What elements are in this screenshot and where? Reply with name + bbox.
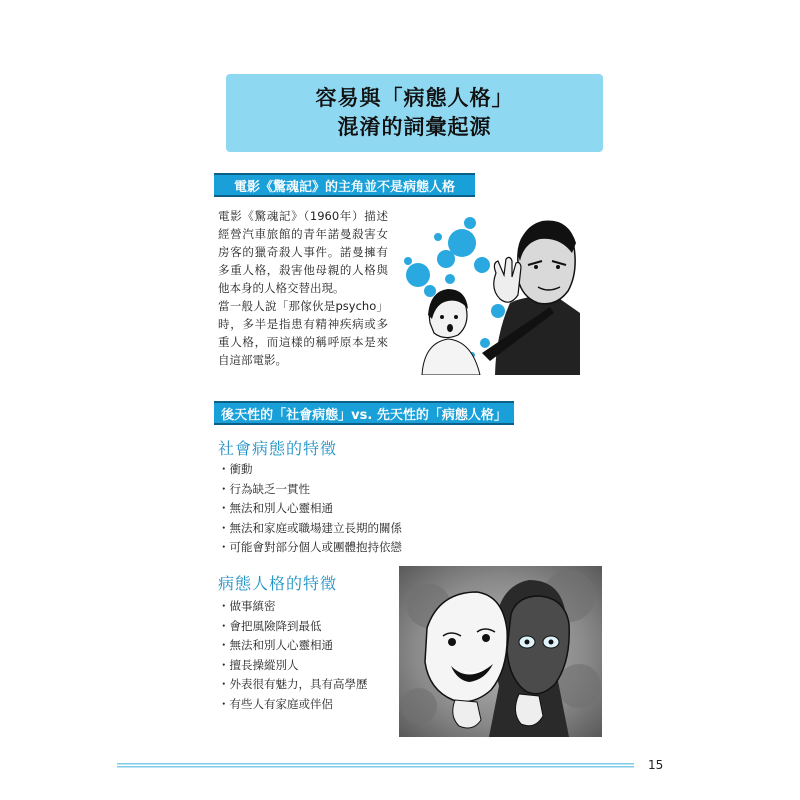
list-item: ・ 做事縝密 xyxy=(218,597,368,617)
section2-heading: 後天性的「社會病態」vs. 先天性的「病態人格」 xyxy=(214,401,514,425)
title-line-2: 混淆的詞彙起源 xyxy=(337,115,492,139)
list-item: ・ 衝動 xyxy=(218,460,402,480)
list-item: ・ 行為缺乏一貫性 xyxy=(218,480,402,500)
masks-illustration xyxy=(399,566,602,737)
list-item: ・ 有些人有家庭或伴侶 xyxy=(218,695,368,715)
intro-paragraph-2: 當一般人說「那傢伙是psycho」時，多半是指患有精神疾病或多重人格，而這樣的稱呼原本是來自這部電影。 xyxy=(218,299,388,367)
psycho-movie-illustration xyxy=(400,203,580,375)
list-item: ・ 可能會對部分個人或團體抱持依戀 xyxy=(218,538,402,558)
psychopathy-heading: 病態人格的特徵 xyxy=(218,574,338,593)
list-item: ・ 無法和別人心靈相通 xyxy=(218,499,402,519)
sociopathy-heading: 社會病態的特徵 xyxy=(218,439,338,458)
list-item: ・ 擅長操縱別人 xyxy=(218,656,368,676)
title-line-1: 容易與「病態人格」 xyxy=(315,86,514,110)
psychopathy-list xyxy=(218,597,368,714)
list-item: ・ 會把風險降到最低 xyxy=(218,617,368,637)
section1-heading: 電影《驚魂記》的主角並不是病態人格 xyxy=(214,173,475,197)
page-number: 15 xyxy=(648,758,664,772)
list-item: ・ 外表很有魅力，具有高學歷 xyxy=(218,675,368,695)
title-box xyxy=(226,74,603,152)
footer-rule xyxy=(117,763,634,769)
list-item: ・ 無法和別人心靈相通 xyxy=(218,636,368,656)
list-item: ・ 無法和家庭或職場建立長期的關係 xyxy=(218,519,402,539)
intro-text xyxy=(218,207,388,369)
sociopathy-list xyxy=(218,460,402,558)
intro-paragraph-1: 電影《驚魂記》（1960年）描述經營汽車旅館的青年諾曼殺害女房客的獵奇殺人事件。諾曼擁有多重人格，殺害他母親的人格與他本身的人格交替出現。 xyxy=(218,209,388,295)
